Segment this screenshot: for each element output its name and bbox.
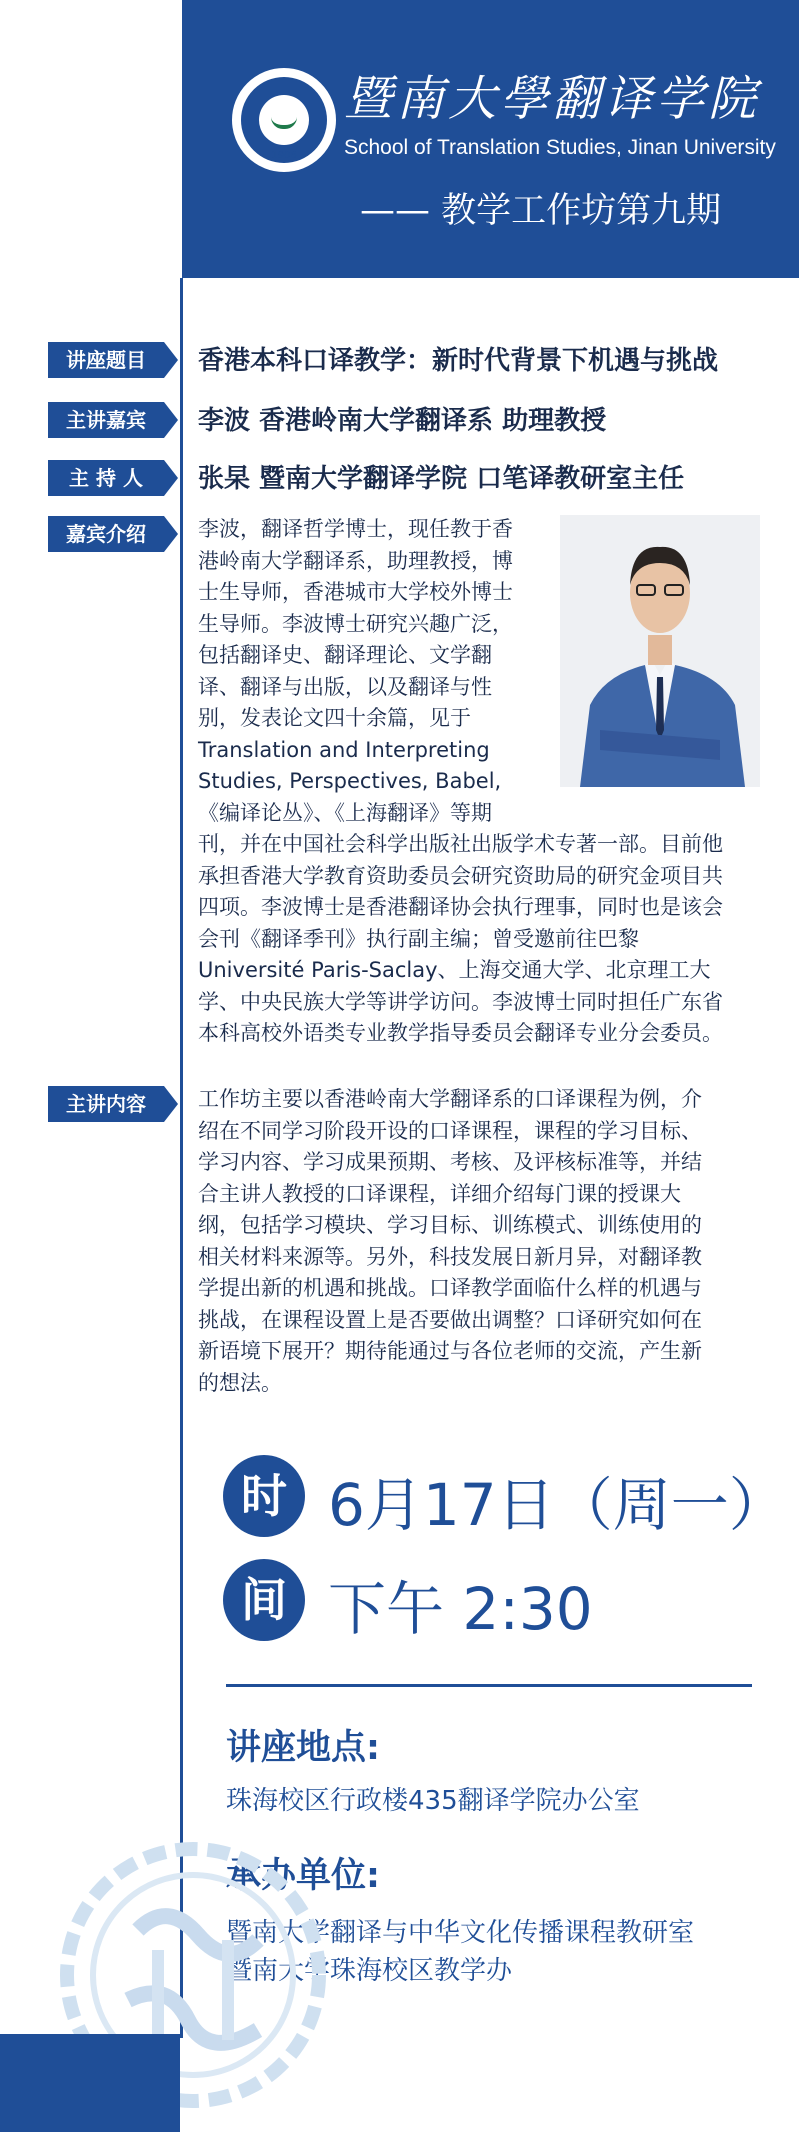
- bio-line-3: 生导师。李波博士研究兴趣广泛，: [198, 611, 513, 636]
- content-line-6: 学提出新的机遇和挑战。口译教学面临什么样的机遇与: [198, 1276, 702, 1300]
- bio-line-1: 港岭南大学翻译系，助理教授，博: [198, 548, 513, 573]
- content-line-5: 相关材料来源等。另外，科技发展日新月异，对翻译教: [198, 1244, 702, 1269]
- footer-bar: [0, 2034, 180, 2132]
- bio-line-8: Studies, Perspectives, Babel,: [198, 769, 502, 793]
- content-line-2: 学习内容、学习成果预期、考核、及评核标准等，并结: [198, 1150, 702, 1174]
- bio-text-beside-photo: [198, 514, 554, 829]
- event-date: 6月17日（周一）: [328, 1471, 787, 1539]
- event-time: 下午 2:30: [328, 1575, 593, 1643]
- content-line-8: 新语境下展开？期待能通过与各位老师的交流，产生新: [198, 1339, 702, 1363]
- content-line-0: 工作坊主要以香港岭南大学翻译系的口译课程为例，介: [198, 1087, 702, 1111]
- header-subtitle: —— 教学工作坊第九期: [360, 191, 722, 231]
- tag-host: 主 持 人: [48, 460, 164, 496]
- speaker-photo: [560, 515, 760, 787]
- bio-line-0: 李波，翻译哲学博士，现任教于香: [198, 517, 513, 541]
- time-char-1: 时: [223, 1455, 305, 1537]
- content-line-9: 的想法。: [198, 1370, 282, 1395]
- tag-bio: 嘉宾介绍: [48, 516, 164, 552]
- bio-wide-line-0: 刊，并在中国社会科学出版社出版学术专著一部。目前他: [198, 832, 723, 856]
- bio-line-7: Translation and Interpreting: [198, 737, 490, 762]
- topic-value: 香港本科口译教学：新时代背景下机遇与挑战: [198, 346, 719, 376]
- tag-content: 主讲内容: [48, 1086, 164, 1122]
- vertical-divider: [180, 278, 183, 2038]
- bio-line-5: 译、翻译与出版，以及翻译与性: [198, 674, 492, 699]
- section-divider: [226, 1684, 752, 1687]
- bio-text-full: [198, 829, 758, 1050]
- time-char-2: 间: [223, 1559, 305, 1641]
- bio-wide-line-3: 会刊《翻译季刊》执行副主编；曾受邀前往巴黎: [198, 926, 639, 951]
- university-logo: 1906: [232, 68, 336, 172]
- content-line-7: 挑战，在课程设置上是否要做出调整？口译研究如何在: [198, 1307, 702, 1332]
- organizer-line-1: 暨南大学翻译与中华文化传播课程教研室: [226, 1918, 695, 1948]
- content-text: [198, 1084, 758, 1399]
- content-line-3: 合主讲人教授的口译课程，详细介绍每门课的授课大: [198, 1181, 681, 1206]
- host-value: 张杲 暨南大学翻译学院 口笔译教研室主任: [198, 464, 685, 494]
- content-line-1: 绍在不同学习阶段开设的口译课程，课程的学习目标、: [198, 1118, 702, 1143]
- speaker-value: 李波 香港岭南大学翻译系 助理教授: [198, 406, 607, 436]
- tag-speaker: 主讲嘉宾: [48, 402, 164, 438]
- organizer-heading: 承办单位:: [226, 1856, 380, 1896]
- header-title-en: School of Translation Studies, Jinan University: [344, 136, 776, 159]
- location-heading: 讲座地点:: [226, 1728, 380, 1768]
- bio-wide-line-6: 本科高校外语类专业教学指导委员会翻译专业分会委员。: [198, 1021, 723, 1045]
- bio-line-2: 士生导师，香港城市大学校外博士: [198, 580, 513, 604]
- left-margin: [0, 0, 182, 2132]
- location-text: 珠海校区行政楼435翻译学院办公室: [226, 1786, 640, 1816]
- bio-line-4: 包括翻译史、翻译理论、文学翻: [198, 643, 492, 667]
- header-title-cn: 暨南大學翻译学院: [344, 71, 761, 127]
- bio-line-9: 《编译论丛》、《上海翻译》等期: [198, 800, 492, 825]
- bio-line-6: 别，发表论文四十余篇，见于: [198, 706, 471, 730]
- bio-wide-line-2: 四项。李波博士是香港翻译协会执行理事，同时也是该会: [198, 895, 723, 919]
- bio-wide-line-1: 承担香港大学教育资助委员会研究资助局的研究金项目共: [198, 863, 723, 888]
- bio-wide-line-5: 学、中央民族大学等讲学访问。李波博士同时担任广东省: [198, 989, 723, 1014]
- organizer-line-2: 暨南大学珠海校区教学办: [226, 1956, 513, 1986]
- content-line-4: 纲，包括学习模块、学习目标、训练模式、训练使用的: [198, 1213, 702, 1237]
- tag-topic: 讲座题目: [48, 342, 164, 378]
- bio-wide-line-4: Université Paris-Saclay、上海交通大学、北京理工大: [198, 958, 711, 982]
